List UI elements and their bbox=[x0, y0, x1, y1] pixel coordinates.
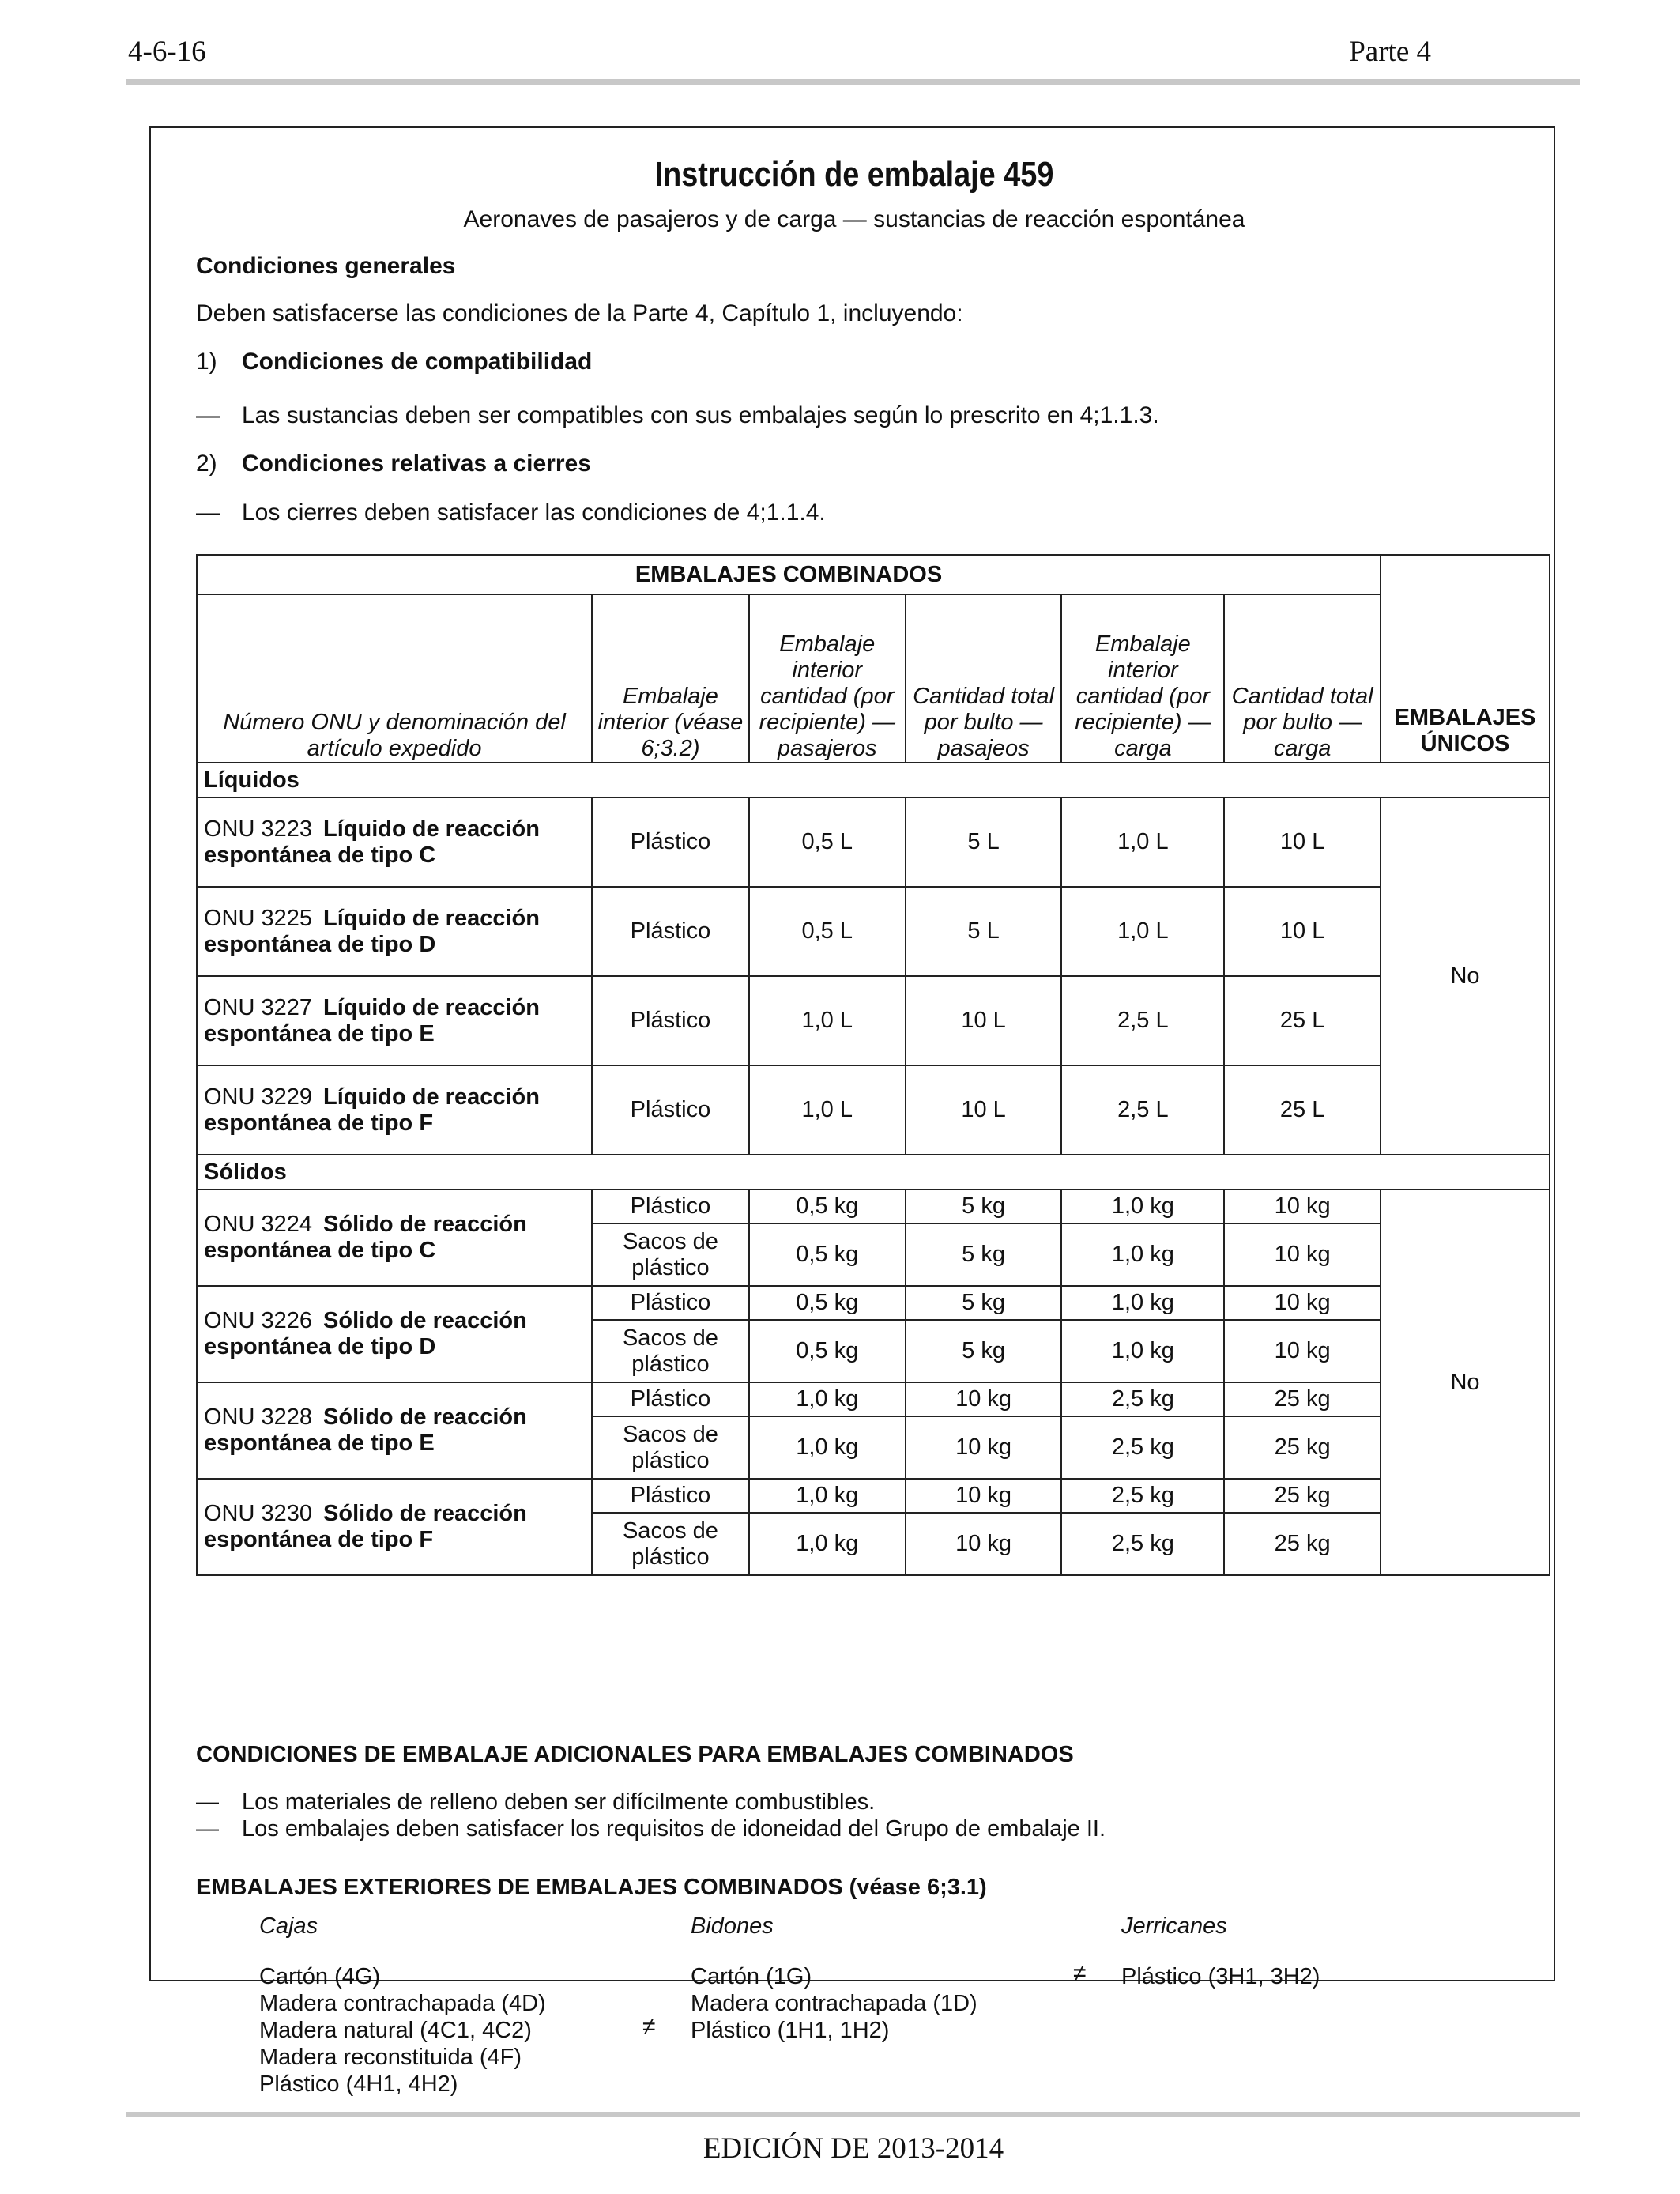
pax-total-qty-cell: 5 kg bbox=[906, 1223, 1062, 1286]
cargo-inner-qty-cell: 2,5 kg bbox=[1061, 1416, 1224, 1479]
inner-packaging-cell: Plástico bbox=[592, 1479, 749, 1513]
inner-packaging-cell: Plástico bbox=[592, 1382, 749, 1416]
table-row bbox=[197, 976, 1550, 1065]
table-row bbox=[197, 887, 1550, 976]
inner-packaging-cell: Plástico bbox=[592, 797, 749, 887]
un-number: ONU 3229 bbox=[204, 1084, 313, 1110]
pax-inner-qty-cell: 1,0 kg bbox=[749, 1479, 906, 1513]
outer-item: Madera reconstituida (4F) bbox=[259, 2045, 522, 2070]
condition-2-text bbox=[196, 499, 826, 526]
cargo-total-qty-cell: 10 L bbox=[1224, 887, 1381, 976]
general-conditions-heading: Condiciones generales bbox=[196, 253, 456, 279]
inner-packaging-cell: Plástico bbox=[592, 887, 749, 976]
pax-total-qty-cell: 10 kg bbox=[906, 1416, 1062, 1479]
cargo-total-qty-cell: 10 L bbox=[1224, 797, 1381, 887]
inner-packaging-cell: Sacos de plástico bbox=[592, 1320, 749, 1382]
condition-2-title: Condiciones relativas a cierres bbox=[242, 450, 591, 477]
dash: — bbox=[196, 402, 220, 428]
pax-total-qty-cell: 10 L bbox=[906, 1065, 1062, 1155]
condition-1 bbox=[196, 349, 592, 375]
column-header-pax-inner-qty: Embalaje interior cantidad (por recipiente) — pasajeros bbox=[749, 594, 906, 763]
cargo-total-qty-cell: 25 L bbox=[1224, 976, 1381, 1065]
column-header-cargo-inner-qty: Embalaje interior cantidad (por recipiente) — carga bbox=[1061, 594, 1224, 763]
un-number: ONU 3230 bbox=[204, 1501, 313, 1526]
pax-total-qty-cell: 10 kg bbox=[906, 1382, 1062, 1416]
liquids-section bbox=[197, 763, 1550, 797]
dash: — bbox=[196, 1816, 219, 1842]
inner-packaging-cell: Plástico bbox=[592, 976, 749, 1065]
pax-total-qty-cell: 5 L bbox=[906, 797, 1062, 887]
single-packaging-value: No bbox=[1381, 1189, 1550, 1575]
pax-inner-qty-cell: 0,5 kg bbox=[749, 1320, 906, 1382]
additional-conditions-heading: CONDICIONES DE EMBALAJE ADICIONALES PARA EMBALAJES COMBINADOS bbox=[196, 1742, 1074, 1767]
outer-item: Plástico (4H1, 4H2) bbox=[259, 2071, 458, 2097]
column-header-un-name: Número ONU y denominación del artículo expedido bbox=[197, 594, 592, 763]
item-name-cell bbox=[197, 1065, 592, 1155]
item-name-cell bbox=[197, 1189, 592, 1286]
proper-shipping-name: Sólido de reacción espontánea de tipo E bbox=[204, 1404, 527, 1456]
condition-1-number: 1) bbox=[196, 349, 217, 375]
cargo-total-qty-cell: 10 kg bbox=[1224, 1223, 1381, 1286]
table-row bbox=[197, 1479, 1550, 1513]
cargo-inner-qty-cell: 1,0 L bbox=[1061, 797, 1224, 887]
item-name-cell bbox=[197, 1382, 592, 1479]
general-conditions-intro: Deben satisfacerse las condiciones de la Parte 4, Capítulo 1, incluyendo: bbox=[196, 300, 963, 326]
proper-shipping-name: Líquido de reacción espontánea de tipo C bbox=[204, 816, 540, 868]
page-number: 4-6-16 bbox=[128, 36, 206, 68]
un-number: ONU 3226 bbox=[204, 1308, 313, 1333]
outer-item: Madera contrachapada (4D) bbox=[259, 1991, 546, 2016]
instruction-subtitle: Aeronaves de pasajeros y de carga — sustancias de reacción espontánea bbox=[463, 206, 1245, 232]
inner-packaging-cell: Sacos de plástico bbox=[592, 1416, 749, 1479]
outer-column-jerricans bbox=[1121, 1913, 1320, 1990]
cargo-total-qty-cell: 25 kg bbox=[1224, 1382, 1381, 1416]
outer-column-title: Cajas bbox=[259, 1913, 318, 1939]
combined-packaging-heading: EMBALAJES COMBINADOS bbox=[197, 555, 1381, 594]
table-row bbox=[197, 1065, 1550, 1155]
pax-inner-qty-cell: 0,5 L bbox=[749, 797, 906, 887]
edition-footer: EDICIÓN DE 2013-2014 bbox=[703, 2132, 1004, 2165]
pax-inner-qty-cell: 1,0 kg bbox=[749, 1416, 906, 1479]
table-row bbox=[197, 1189, 1550, 1223]
cargo-total-qty-cell: 25 kg bbox=[1224, 1479, 1381, 1513]
outer-column-boxes bbox=[259, 1913, 546, 2098]
item-name-cell bbox=[197, 1479, 592, 1575]
pax-total-qty-cell: 10 L bbox=[906, 976, 1062, 1065]
inner-packaging-cell: Sacos de plástico bbox=[592, 1223, 749, 1286]
pax-total-qty-cell: 5 L bbox=[906, 887, 1062, 976]
cargo-inner-qty-cell: 2,5 L bbox=[1061, 1065, 1224, 1155]
table-row bbox=[197, 1382, 1550, 1416]
outer-item: Cartón (4G) bbox=[259, 1964, 381, 1989]
cargo-inner-qty-cell: 1,0 kg bbox=[1061, 1286, 1224, 1320]
pax-total-qty-cell: 5 kg bbox=[906, 1286, 1062, 1320]
cargo-inner-qty-cell: 1,0 kg bbox=[1061, 1223, 1224, 1286]
column-header-pax-total-qty: Cantidad total por bulto — pasajeos bbox=[906, 594, 1062, 763]
outer-packagings-heading: EMBALAJES EXTERIORES DE EMBALAJES COMBINADOS (véase 6;3.1) bbox=[196, 1875, 987, 1900]
inner-packaging-cell: Plástico bbox=[592, 1189, 749, 1223]
dash: — bbox=[196, 1789, 219, 1815]
outer-item: Madera contrachapada (1D) bbox=[691, 1991, 977, 2016]
single-packaging-heading: EMBALAJES ÚNICOS bbox=[1381, 555, 1550, 763]
single-packaging-value: No bbox=[1381, 797, 1550, 1155]
cargo-total-qty-cell: 10 kg bbox=[1224, 1320, 1381, 1382]
header-rule bbox=[126, 79, 1580, 85]
cargo-inner-qty-cell: 1,0 kg bbox=[1061, 1320, 1224, 1382]
condition-1-text bbox=[196, 402, 1159, 429]
un-number: ONU 3228 bbox=[204, 1404, 313, 1430]
additional-condition-1 bbox=[196, 1789, 875, 1815]
table-column-header-row bbox=[197, 594, 1550, 763]
pax-inner-qty-cell: 1,0 kg bbox=[749, 1382, 906, 1416]
solids-section-label: Sólidos bbox=[197, 1155, 1550, 1189]
outer-column-title: Jerricanes bbox=[1121, 1913, 1227, 1939]
cargo-inner-qty-cell: 1,0 L bbox=[1061, 887, 1224, 976]
outer-item: Plástico (1H1, 1H2) bbox=[691, 2018, 890, 2043]
proper-shipping-name: Líquido de reacción espontánea de tipo F bbox=[204, 1084, 540, 1136]
cargo-inner-qty-cell: 1,0 kg bbox=[1061, 1189, 1224, 1223]
liquids-section-label: Líquidos bbox=[197, 763, 1550, 797]
item-name-cell bbox=[197, 1286, 592, 1382]
un-number: ONU 3227 bbox=[204, 994, 313, 1020]
table-header-row bbox=[197, 555, 1550, 594]
condition-2-body: Los cierres deben satisfacer las condiciones de 4;1.1.4. bbox=[242, 499, 826, 526]
condition-2 bbox=[196, 450, 591, 477]
cargo-inner-qty-cell: 2,5 L bbox=[1061, 976, 1224, 1065]
outer-column-drums bbox=[691, 1913, 977, 2044]
proper-shipping-name: Líquido de reacción espontánea de tipo E bbox=[204, 994, 540, 1046]
pax-inner-qty-cell: 0,5 kg bbox=[749, 1189, 906, 1223]
item-name-cell bbox=[197, 976, 592, 1065]
cargo-total-qty-cell: 10 kg bbox=[1224, 1189, 1381, 1223]
pax-inner-qty-cell: 1,0 kg bbox=[749, 1513, 906, 1575]
cargo-inner-qty-cell: 2,5 kg bbox=[1061, 1513, 1224, 1575]
un-number: ONU 3224 bbox=[204, 1212, 313, 1237]
outer-item: Madera natural (4C1, 4C2) bbox=[259, 2018, 532, 2043]
column-header-inner-packaging: Embalaje interior (véase 6;3.2) bbox=[592, 594, 749, 763]
table-row bbox=[197, 797, 1550, 887]
proper-shipping-name: Sólido de reacción espontánea de tipo D bbox=[204, 1308, 527, 1359]
cargo-inner-qty-cell: 2,5 kg bbox=[1061, 1382, 1224, 1416]
pax-inner-qty-cell: 0,5 L bbox=[749, 887, 906, 976]
column-header-cargo-total-qty: Cantidad total por bulto — carga bbox=[1224, 594, 1381, 763]
condition-2-number: 2) bbox=[196, 450, 217, 477]
item-name-cell bbox=[197, 797, 592, 887]
additional-condition-1-text: Los materiales de relleno deben ser difícilmente combustibles. bbox=[242, 1789, 876, 1815]
condition-1-title: Condiciones de compatibilidad bbox=[242, 349, 593, 375]
cargo-inner-qty-cell: 2,5 kg bbox=[1061, 1479, 1224, 1513]
additional-condition-2 bbox=[196, 1816, 1106, 1842]
dash: — bbox=[196, 499, 220, 526]
proper-shipping-name: Sólido de reacción espontánea de tipo C bbox=[204, 1212, 527, 1263]
packing-table bbox=[196, 554, 1550, 1576]
proper-shipping-name: Sólido de reacción espontánea de tipo F bbox=[204, 1501, 527, 1552]
condition-1-body: Las sustancias deben ser compatibles con sus embalajes según lo prescrito en 4;1.1.3. bbox=[242, 402, 1159, 428]
not-equal-symbol: ≠ bbox=[642, 2014, 656, 2040]
pax-inner-qty-cell: 0,5 kg bbox=[749, 1223, 906, 1286]
proper-shipping-name: Líquido de reacción espontánea de tipo D bbox=[204, 905, 540, 957]
outer-item: Cartón (1G) bbox=[691, 1964, 812, 1989]
footer-rule bbox=[126, 2112, 1580, 2117]
outer-column-title: Bidones bbox=[691, 1913, 774, 1939]
pax-total-qty-cell: 10 kg bbox=[906, 1479, 1062, 1513]
inner-packaging-cell: Sacos de plástico bbox=[592, 1513, 749, 1575]
table-row bbox=[197, 1286, 1550, 1320]
cargo-total-qty-cell: 25 kg bbox=[1224, 1416, 1381, 1479]
outer-item: Plástico (3H1, 3H2) bbox=[1121, 1964, 1320, 1989]
pax-inner-qty-cell: 0,5 kg bbox=[749, 1286, 906, 1320]
item-name-cell bbox=[197, 887, 592, 976]
packing-table-body bbox=[197, 555, 1550, 1575]
inner-packaging-cell: Plástico bbox=[592, 1065, 749, 1155]
pax-total-qty-cell: 5 kg bbox=[906, 1189, 1062, 1223]
cargo-total-qty-cell: 10 kg bbox=[1224, 1286, 1381, 1320]
cargo-total-qty-cell: 25 L bbox=[1224, 1065, 1381, 1155]
part-label: Parte 4 bbox=[1349, 36, 1431, 68]
pax-inner-qty-cell: 1,0 L bbox=[749, 1065, 906, 1155]
un-number: ONU 3225 bbox=[204, 905, 313, 931]
inner-packaging-cell: Plástico bbox=[592, 1286, 749, 1320]
cargo-total-qty-cell: 25 kg bbox=[1224, 1513, 1381, 1575]
un-number: ONU 3223 bbox=[204, 816, 313, 842]
additional-condition-2-text: Los embalajes deben satisfacer los requisitos de idoneidad del Grupo de embalaje II. bbox=[242, 1816, 1106, 1842]
pax-total-qty-cell: 10 kg bbox=[906, 1513, 1062, 1575]
instruction-title: Instrucción de embalaje 459 bbox=[654, 155, 1054, 194]
not-equal-symbol: ≠ bbox=[1073, 1960, 1087, 1986]
pax-total-qty-cell: 5 kg bbox=[906, 1320, 1062, 1382]
pax-inner-qty-cell: 1,0 L bbox=[749, 976, 906, 1065]
instruction-box bbox=[149, 126, 1555, 2097]
solids-section bbox=[197, 1155, 1550, 1189]
